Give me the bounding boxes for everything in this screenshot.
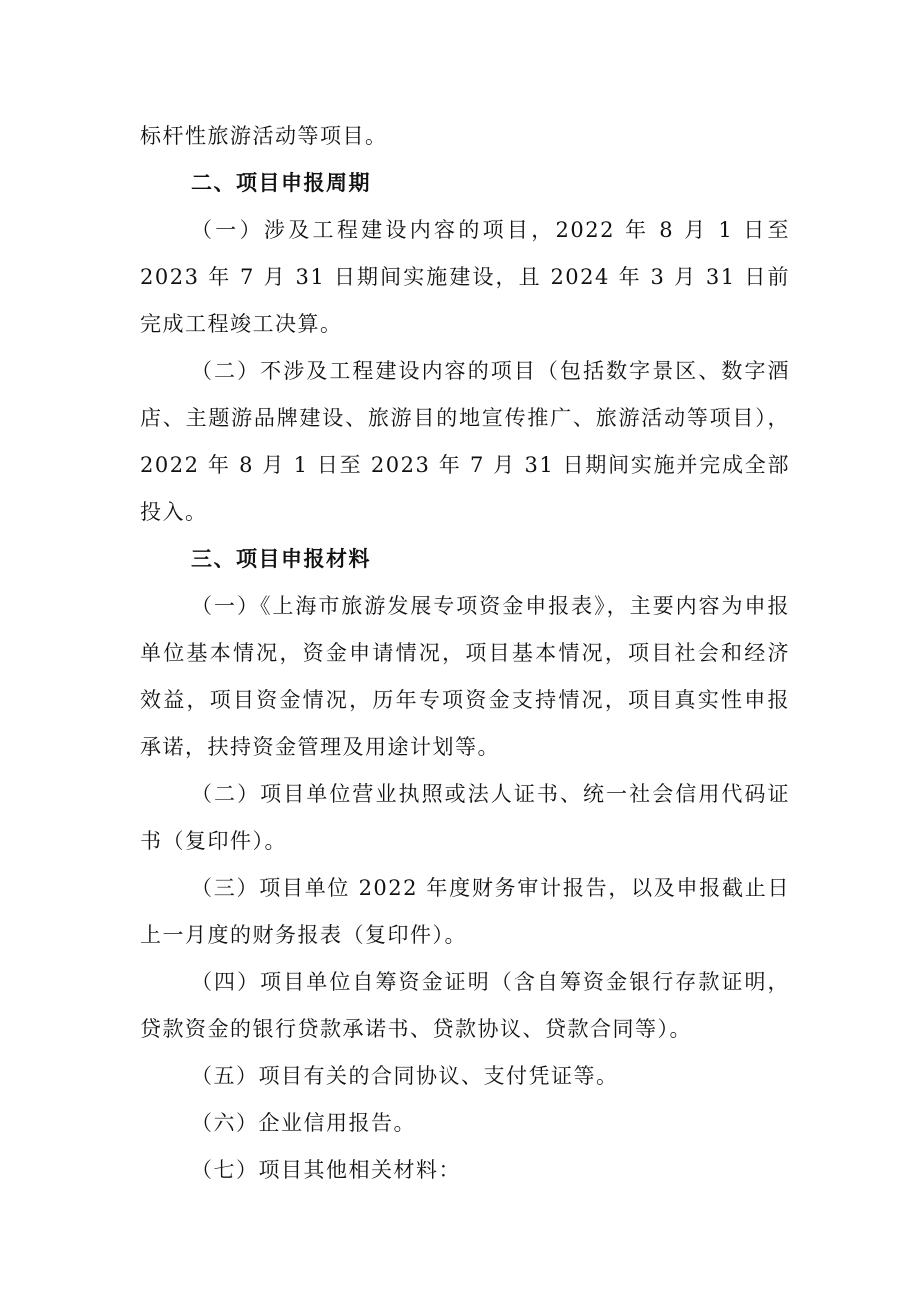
section-heading-application-period: 二、项目申报周期 <box>191 171 371 195</box>
materials-item-7: （七）项目其他相关材料： <box>191 1158 461 1182</box>
section-heading-application-materials: 三、项目申报材料 <box>191 547 371 571</box>
materials-item-6: （六）企业信用报告。 <box>191 1111 416 1135</box>
intro-paragraph-tail: 标杆性旅游活动等项目。 <box>140 124 388 148</box>
materials-item-5: （五）项目有关的合同协议、支付凭证等。 <box>191 1064 619 1088</box>
materials-item-2: （二）项目单位营业执照或法人证书、统一社会信用代码证书（复印件）。 <box>140 782 790 853</box>
document-page <box>140 113 790 1194</box>
period-item-1: （一）涉及工程建设内容的项目，2022 年 8 月 1 日至 2023 年 7 月 31 日期间实施建设，且 2024 年 3 月 31 日前完成工程竣工决算。 <box>140 218 790 336</box>
materials-item-1: （一）《上海市旅游发展专项资金申报表》，主要内容为申报单位基本情况，资金申请情况，项目基本情况，项目社会和经济效益，项目资金情况，历年专项资金支持情况，项目真实性申报承诺，扶持资金管理及用途计划等。 <box>140 594 790 759</box>
materials-item-3: （三）项目单位 2022 年度财务审计报告，以及申报截止日上一月度的财务报表（复印件）。 <box>140 876 790 947</box>
period-item-2: （二）不涉及工程建设内容的项目（包括数字景区、数字酒店、主题游品牌建设、旅游目的地宣传推广、旅游活动等项目），2022 年 8 月 1 日至 2023 年 7 月 31 日期间实施并完成全部投入。 <box>140 359 790 524</box>
materials-item-4: （四）项目单位自筹资金证明（含自筹资金银行存款证明，贷款资金的银行贷款承诺书、贷款协议、贷款合同等）。 <box>140 970 790 1041</box>
